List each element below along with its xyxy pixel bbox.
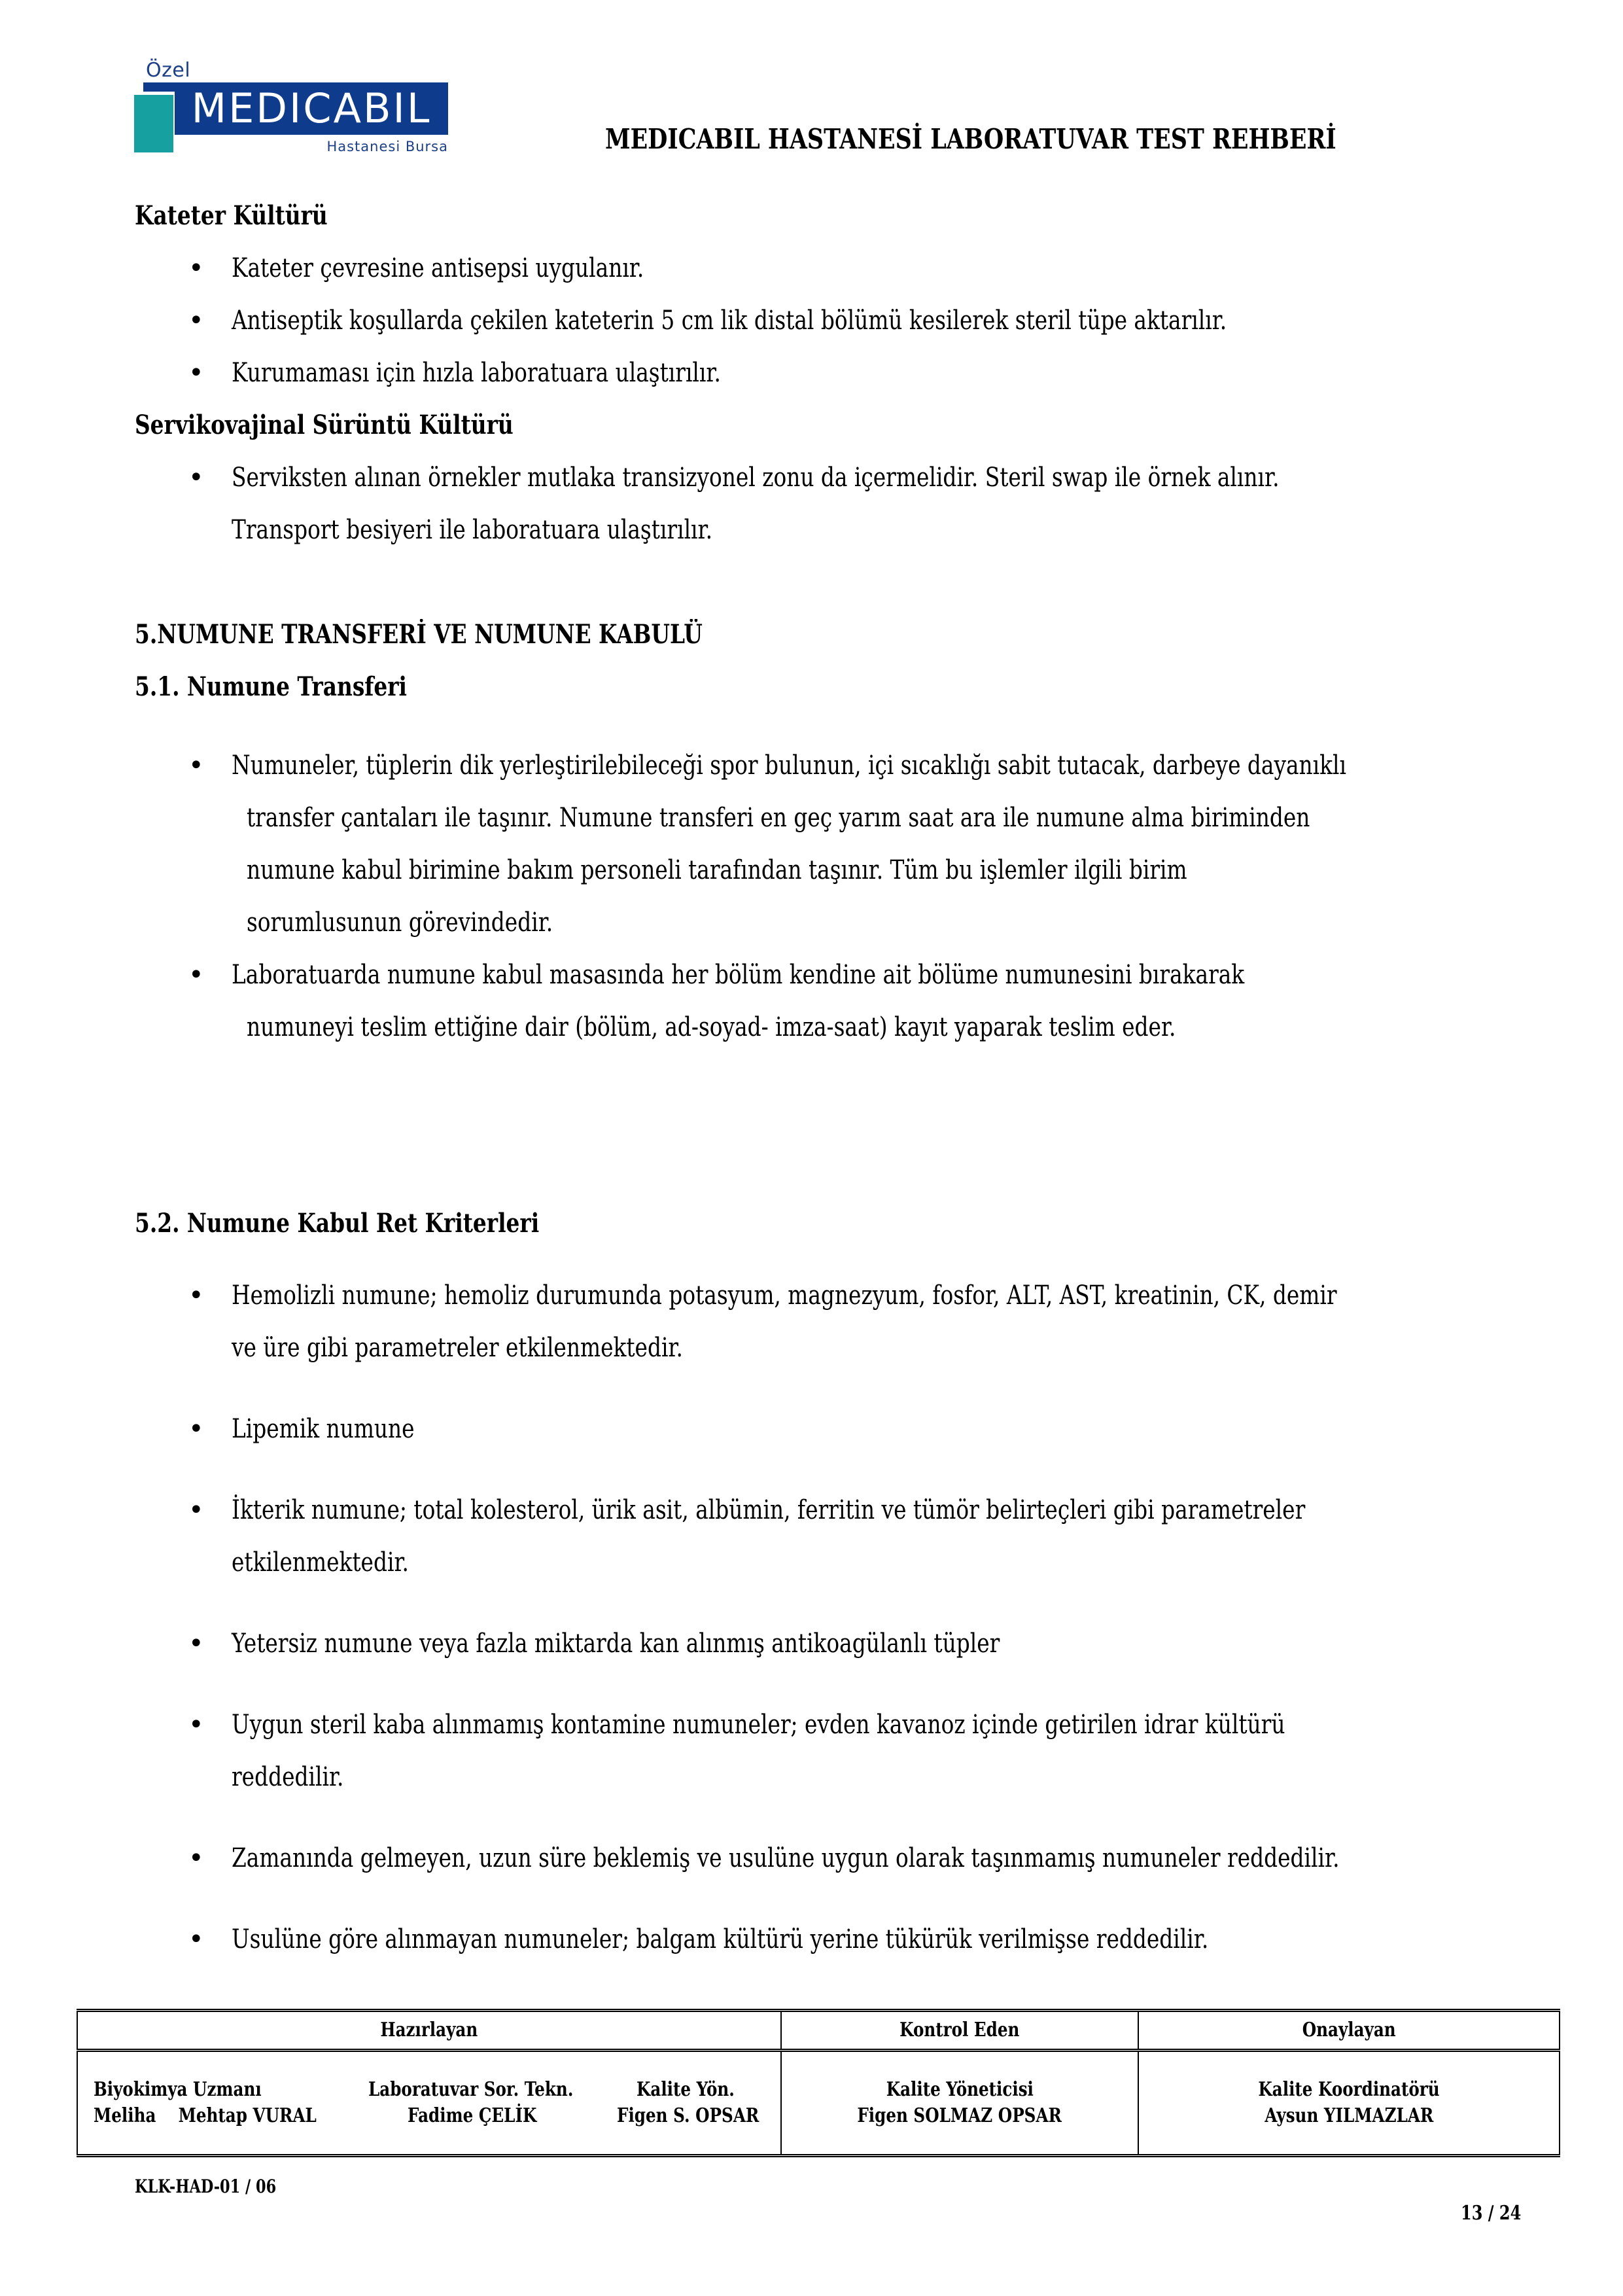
logo-brand-box bbox=[175, 82, 448, 135]
list-item: • Kurumaması için hızla laboratuara ulaştırılır. bbox=[135, 347, 1522, 399]
bullet-icon: • bbox=[188, 1843, 204, 1873]
bullet-icon: • bbox=[188, 1924, 204, 1954]
heading-section-5: 5.NUMUNE TRANSFERİ VE NUMUNE KABULÜ bbox=[135, 619, 703, 650]
heading-kateter-kulturu: Kateter Kültürü bbox=[135, 200, 328, 231]
approved-by-cell bbox=[1138, 2051, 1560, 2156]
hospital-logo bbox=[134, 59, 448, 157]
kateter-list bbox=[135, 242, 1522, 399]
logo-brand: MEDICABIL bbox=[191, 84, 432, 132]
heading-section-5-2: 5.2. Numune Kabul Ret Kriterleri bbox=[135, 1208, 540, 1239]
prepared-by-name-1: Meliha Mehtap VURAL bbox=[94, 2104, 317, 2127]
approved-by-name: Aysun YILMAZLAR bbox=[1264, 2104, 1433, 2127]
bullet-icon: • bbox=[188, 1280, 204, 1311]
list-item: • Lipemik numune bbox=[135, 1403, 1522, 1455]
approved-by-title: Kalite Koordinatörü bbox=[1258, 2078, 1440, 2101]
prepared-by-title-3: Kalite Yön. bbox=[637, 2078, 735, 2101]
list-item: • Serviksten alınan örnekler mutlaka transizyonel zonu da içermelidir. Steril swap ile örnek alınır. Transport besiyeri ile laboratuara ulaştırılır. bbox=[135, 451, 1522, 556]
logo-teal-square bbox=[134, 95, 173, 152]
bullet-icon: • bbox=[188, 253, 204, 283]
servikovajinal-list bbox=[135, 451, 1522, 556]
bullet-icon: • bbox=[188, 306, 204, 336]
checked-by-name: Figen SOLMAZ OPSAR bbox=[857, 2104, 1062, 2127]
logo-prefix: Özel bbox=[146, 59, 191, 82]
numune-transferi-list bbox=[135, 739, 1522, 1053]
heading-section-5-1: 5.1. Numune Transferi bbox=[135, 671, 408, 702]
list-item: • Yetersiz numune veya fazla miktarda kan alınmış antikoagülanlı tüpler bbox=[135, 1617, 1522, 1670]
list-item: • Numuneler, tüplerin dik yerleştirilebileceği spor bulunun, içi sıcaklığı sabit tutacak, darbeye dayanıklı transfer çantaları ile taşınır. Numune transferi en geç yarım saat ara ile numune alma biriminden numune kabul birimine bakım personeli tarafından taşınır. Tüm bu işlemler ilgili birim sorumlusunun görevindedir. bbox=[135, 739, 1522, 949]
prepared-by-title-1: Biyokimya Uzmanı bbox=[94, 2078, 262, 2101]
checked-by-cell bbox=[781, 2051, 1138, 2156]
list-item: • Antiseptik koşullarda çekilen kateterin 5 cm lik distal bölümü kesilerek steril tüpe aktarılır. bbox=[135, 294, 1522, 347]
bullet-icon: • bbox=[188, 751, 204, 781]
list-item: • Hemolizli numune; hemoliz durumunda potasyum, magnezyum, fosfor, ALT, AST, kreatinin, CK, demir ve üre gibi parametreler etkilenmektedir. bbox=[135, 1269, 1522, 1374]
bullet-icon: • bbox=[188, 463, 204, 493]
bullet-icon: • bbox=[188, 358, 204, 388]
document-body bbox=[135, 190, 1522, 1966]
list-item: • Uygun steril kaba alınmamış kontamine numuneler; evden kavanoz içinde getirilen idrar kültürü reddedilir. bbox=[135, 1699, 1522, 1803]
signature-table bbox=[77, 2009, 1560, 2157]
bullet-icon: • bbox=[188, 1414, 204, 1444]
heading-servikovajinal: Servikovajinal Sürüntü Kültürü bbox=[135, 410, 514, 440]
list-item: • İkterik numune; total kolesterol, ürik asit, albümin, ferritin ve tümör belirteçleri gibi parametreler etkilenmektedir. bbox=[135, 1484, 1522, 1589]
list-item: • Laboratuarda numune kabul masasında her bölüm kendine ait bölüme numunesini bırakarak numuneyi teslim ettiğine dair (bölüm, ad-soyad- imza-saat) kayıt yaparak teslim eder. bbox=[135, 949, 1522, 1053]
prepared-by-title-2: Laboratuvar Sor. Tekn. bbox=[368, 2078, 574, 2101]
ret-kriterleri-list bbox=[135, 1269, 1522, 1966]
list-item: • Usulüne göre alınmayan numuneler; balgam kültürü yerine tükürük verilmişse reddedilir. bbox=[135, 1913, 1522, 1966]
header-onaylayan: Onaylayan bbox=[1138, 2011, 1560, 2051]
prepared-by-name-3: Figen S. OPSAR bbox=[617, 2104, 759, 2127]
page-number: 13 / 24 bbox=[1461, 2202, 1522, 2225]
header-hazirlayan: Hazırlayan bbox=[77, 2011, 781, 2051]
list-item: • Zamanında gelmeyen, uzun süre beklemiş ve usulüne uygun olarak taşınmamış numuneler reddedilir. bbox=[135, 1832, 1522, 1884]
document-title: MEDICABIL HASTANESİ LABORATUVAR TEST REHBERİ bbox=[605, 123, 1336, 155]
header-kontrol-eden: Kontrol Eden bbox=[781, 2011, 1138, 2051]
document-code: KLK-HAD-01 / 06 bbox=[135, 2176, 277, 2197]
bullet-icon: • bbox=[188, 1710, 204, 1740]
bullet-icon: • bbox=[188, 1495, 204, 1525]
list-item: • Kateter çevresine antisepsi uygulanır. bbox=[135, 242, 1522, 294]
bullet-icon: • bbox=[188, 1629, 204, 1659]
prepared-by-cell bbox=[77, 2051, 781, 2156]
bullet-icon: • bbox=[188, 960, 204, 990]
prepared-by-name-2: Fadime ÇELİK bbox=[408, 2104, 537, 2127]
checked-by-title: Kalite Yöneticisi bbox=[886, 2078, 1034, 2101]
logo-subtitle: Hastanesi Bursa bbox=[326, 139, 448, 154]
